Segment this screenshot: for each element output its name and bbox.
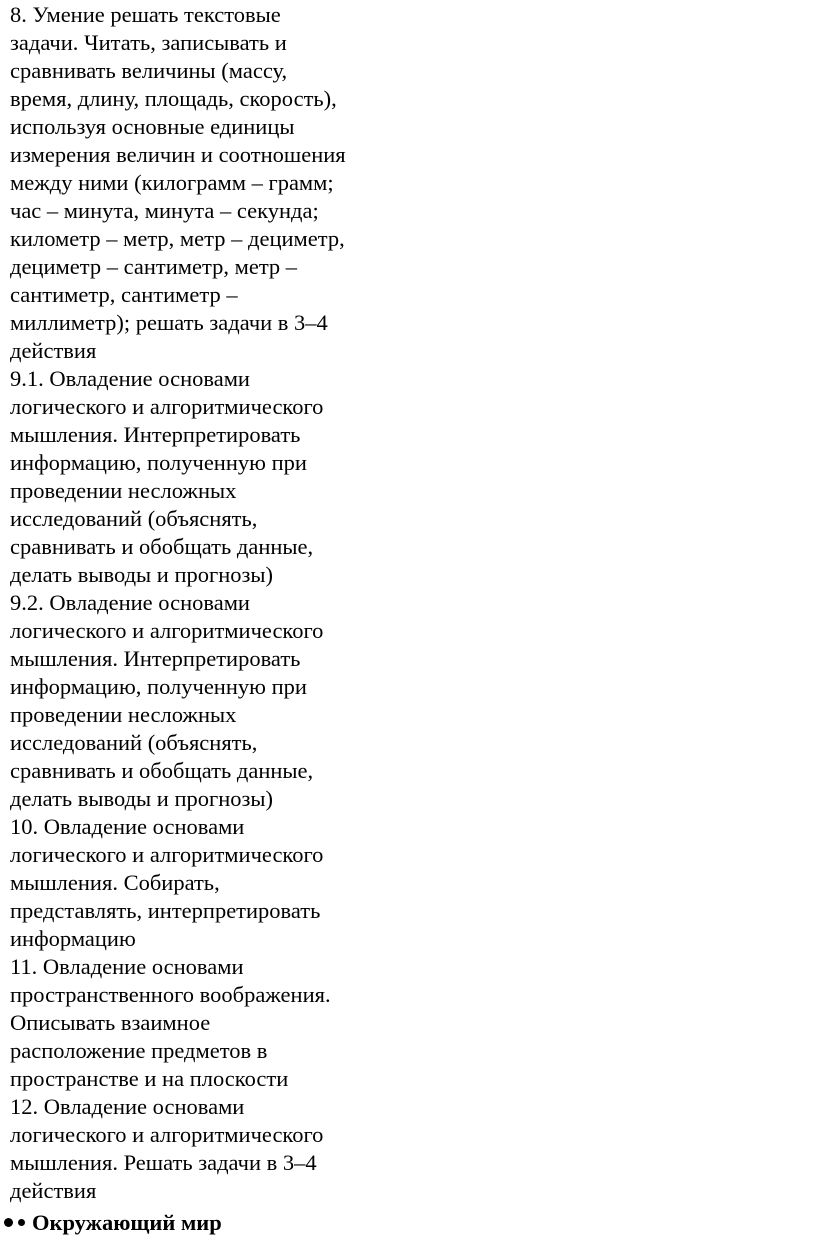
- document-body: [10, 0, 810, 1205]
- text-line: сантиметр, сантиметр –: [10, 282, 238, 307]
- text-line: 9.1. Овладение основами: [10, 366, 250, 391]
- text-line: сравнивать и обобщать данные,: [10, 758, 314, 783]
- text-line: информацию, полученную при: [10, 450, 307, 475]
- text-line: информацию: [10, 926, 136, 951]
- text-line: логического и алгоритмического: [10, 618, 324, 643]
- text-line: мышления. Решать задачи в 3–4: [10, 1150, 317, 1175]
- text-line: исследований (объяснять,: [10, 506, 258, 531]
- text-line: логического и алгоритмического: [10, 394, 324, 419]
- text-line: измерения величин и соотношения: [10, 142, 346, 167]
- text-line: проведении несложных: [10, 478, 237, 503]
- bullet-heading-text: Окружающий мир: [32, 1210, 222, 1235]
- text-line: дециметр – сантиметр, метр –: [10, 254, 298, 279]
- text-line: сравнивать величины (массу,: [10, 58, 288, 83]
- text-line: время, длину, площадь, скорость),: [10, 86, 337, 111]
- text-line: между ними (килограмм – грамм;: [10, 170, 334, 195]
- text-line: час – минута, минута – секунда;: [10, 198, 319, 223]
- text-line: задачи. Читать, записывать и: [10, 30, 287, 55]
- text-line: пространственного воображения.: [10, 982, 331, 1007]
- text-line: мышления. Интерпретировать: [10, 646, 301, 671]
- text-line: логического и алгоритмического: [10, 842, 324, 867]
- text-line: делать выводы и прогнозы): [10, 562, 274, 587]
- text-line: миллиметр); решать задачи в 3–4: [10, 310, 328, 335]
- text-line: действия: [10, 1178, 97, 1203]
- text-line: действия: [10, 338, 97, 363]
- text-line: 10. Овладение основами: [10, 814, 245, 839]
- text-line: сравнивать и обобщать данные,: [10, 534, 314, 559]
- text-line: исследований (объяснять,: [10, 730, 258, 755]
- text-line: логического и алгоритмического: [10, 1122, 324, 1147]
- text-line: информацию, полученную при: [10, 674, 307, 699]
- text-line: мышления. Интерпретировать: [10, 422, 301, 447]
- text-line: Описывать взаимное: [10, 1010, 211, 1035]
- text-line: 12. Овладение основами: [10, 1094, 245, 1119]
- text-line: расположение предметов в: [10, 1038, 268, 1063]
- text-line: используя основные единицы: [10, 114, 295, 139]
- text-line: представлять, интерпретировать: [10, 898, 321, 923]
- text-line: проведении несложных: [10, 702, 237, 727]
- text-line: 11. Овладение основами: [10, 954, 244, 979]
- bullet-icon: [4, 1218, 13, 1227]
- text-line: 9.2. Овладение основами: [10, 590, 250, 615]
- bullet-heading: [0, 1208, 222, 1238]
- text-line: 8. Умение решать текстовые: [10, 2, 281, 27]
- text-line: километр – метр, метр – дециметр,: [10, 226, 345, 251]
- text-line: пространстве и на плоскости: [10, 1066, 289, 1091]
- text-line: делать выводы и прогнозы): [10, 786, 274, 811]
- text-line: мышления. Собирать,: [10, 870, 220, 895]
- bullet-icon: [18, 1219, 25, 1226]
